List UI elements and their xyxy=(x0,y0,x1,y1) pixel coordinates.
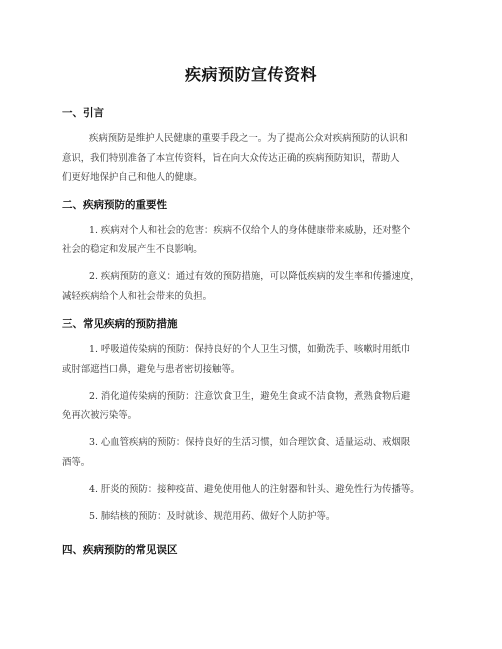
paragraph-line: 意识，我们特别准备了本宣传资料，旨在向大众传达正确的疾病预防知识，帮助人 xyxy=(62,153,400,164)
paragraph-line: 社会的稳定和发展产生不良影响。 xyxy=(62,244,203,255)
paragraph-line: 或肘部遮挡口鼻，避免与患者密切接触等。 xyxy=(62,364,241,375)
section-heading-intro: 一、引言 xyxy=(62,107,104,119)
paragraph-line: 1. 疾病对个人和社会的危害：疾病不仅给个人的身体健康带来威胁，还对整个 xyxy=(89,225,411,236)
paragraph-line: 3. 心血管疾病的预防：保持良好的生活习惯，如合理饮食、适量运动、戒烟限 xyxy=(89,437,411,448)
paragraph-line: 免再次被污染等。 xyxy=(62,410,138,421)
paragraph-line: 1. 呼吸道传染病的预防：保持良好的个人卫生习惯，如勤洗手、咳嗽时用纸巾 xyxy=(89,344,411,355)
paragraph-line: 4. 肝炎的预防：接种疫苗、避免使用他人的注射器和针头、避免性行为传播等。 xyxy=(89,484,420,495)
section-heading-measures: 三、常见疾病的预防措施 xyxy=(62,318,178,330)
paragraph-line: 5. 肺结核的预防：及时就诊、规范用药、做好个人防护等。 xyxy=(89,511,336,522)
page-title: 疾病预防宣传资料 xyxy=(184,65,317,84)
paragraph-line: 2. 疾病预防的意义：通过有效的预防措施，可以降低疾病的发生率和传播速度， xyxy=(89,271,420,282)
section-heading-importance: 二、疾病预防的重要性 xyxy=(62,199,167,211)
paragraph-line: 疾病预防是维护人民健康的重要手段之一。为了提高公众对疾病预防的认识和 xyxy=(89,133,408,144)
paragraph-line: 2. 消化道传染病的预防：注意饮食卫生，避免生食或不洁食物，煮熟食物后避 xyxy=(89,391,411,402)
section-heading-misconceptions: 四、疾病预防的常见误区 xyxy=(62,544,178,556)
paragraph-line: 们更好地保护自己和他人的健康。 xyxy=(62,172,203,183)
paragraph-line: 酒等。 xyxy=(62,457,91,468)
paragraph-line: 减轻疾病给个人和社会带来的负担。 xyxy=(62,291,213,302)
